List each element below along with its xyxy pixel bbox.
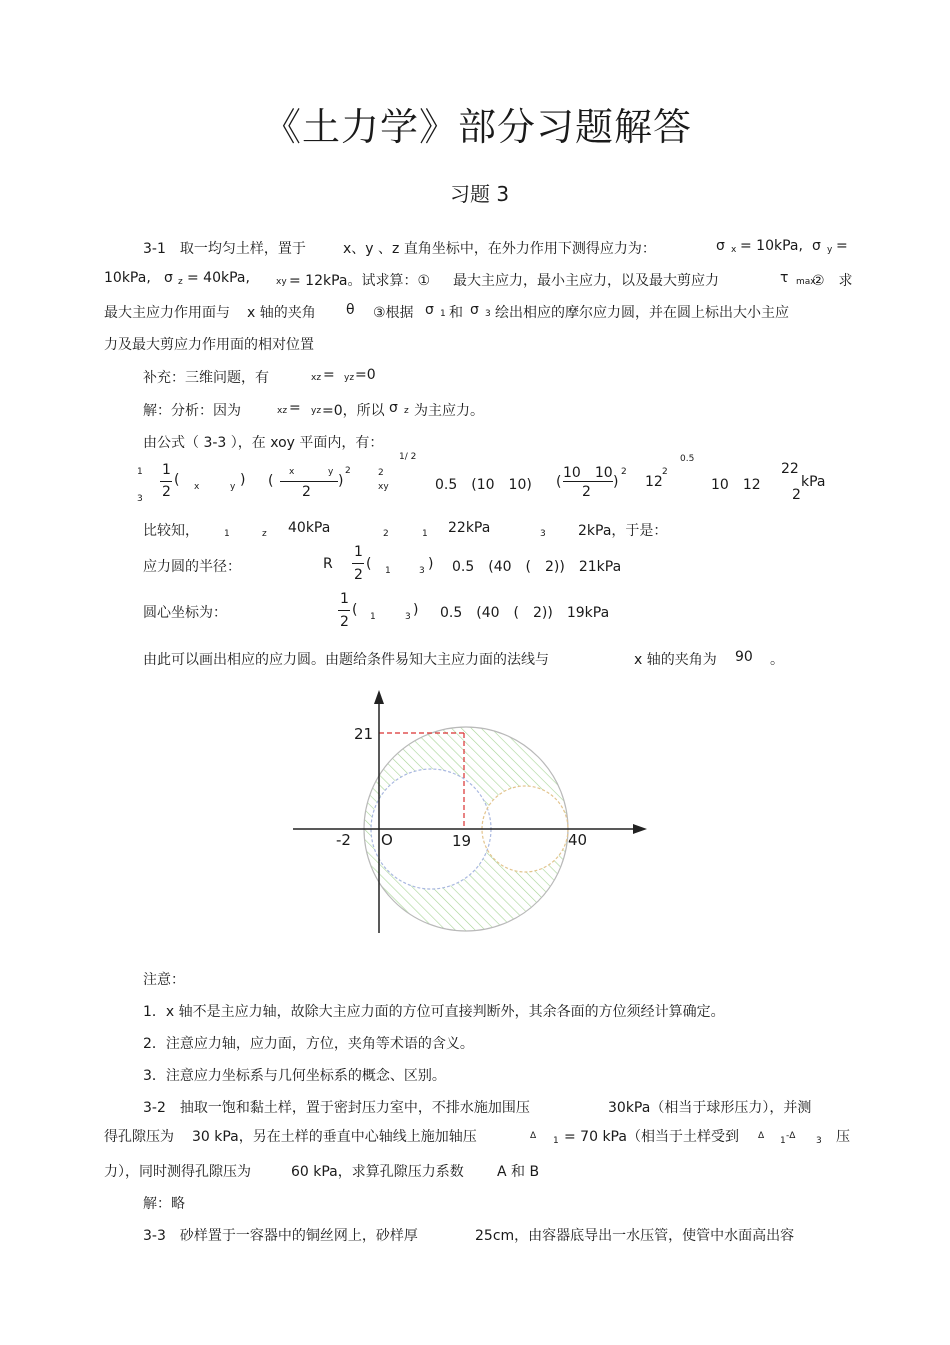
- label-21: 21: [354, 725, 374, 743]
- label-40: 40: [568, 831, 588, 849]
- tau-axis-arrow: [374, 690, 384, 704]
- sigma-axis-arrow: [633, 824, 647, 834]
- label-neg2: -2: [336, 831, 351, 849]
- page-title: 《土力学》部分习题解答: [263, 105, 693, 149]
- label-origin: O: [381, 831, 393, 849]
- formula-intro: 由公式（ 3-3 ），在 xoy 平面内，有：: [143, 435, 384, 451]
- label-19: 19: [452, 832, 472, 850]
- section-title: 习题 3: [450, 182, 510, 206]
